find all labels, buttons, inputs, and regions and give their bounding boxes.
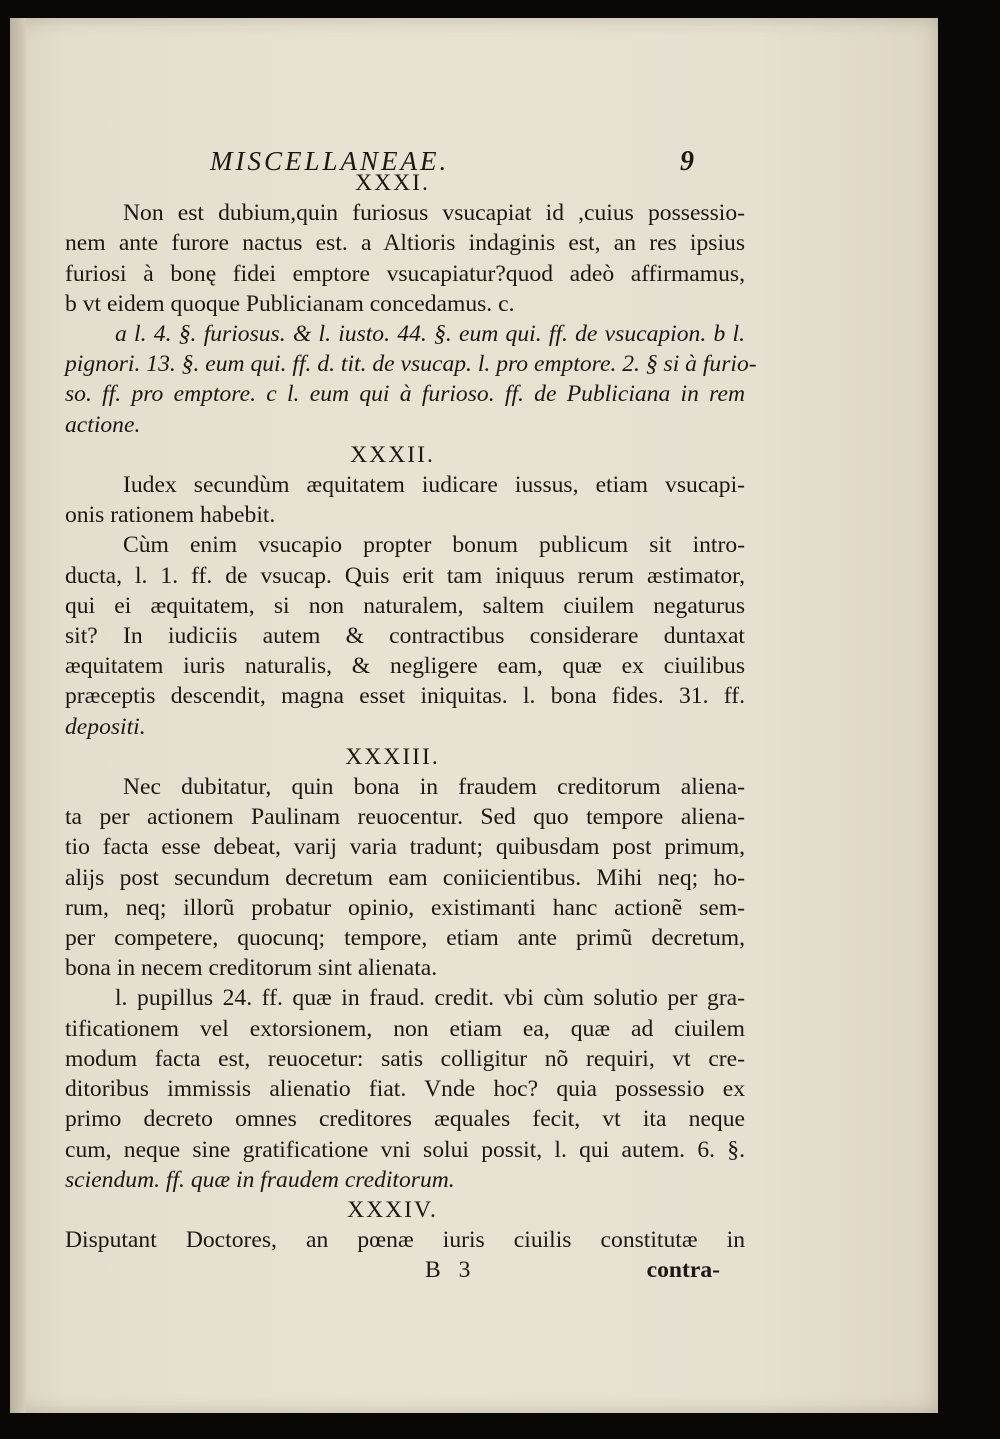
text-line: præceptis descendit, magna esset iniquitas. l. bona fides. 31. ff. bbox=[65, 683, 745, 710]
text-line: Non est dubium,quin furiosus vsucapiat id ,cuius possessio- bbox=[123, 200, 745, 227]
section-heading: XXXII. bbox=[350, 441, 435, 468]
text-line: sit? In iudiciis autem & contractibus considerare duntaxat bbox=[65, 623, 745, 650]
text-line: Nec dubitatur, quin bona in fraudem creditorum aliena- bbox=[123, 774, 745, 801]
note-line: pignori. 13. §. eum qui. ff. d. tit. de vsucap. l. pro emptore. 2. § si à furio- bbox=[65, 351, 757, 378]
section-heading: XXXI. bbox=[355, 170, 430, 196]
text-line: furiosi à bonę fidei emptore vsucapiatur?quod adeò affirmamus, bbox=[65, 260, 745, 287]
text-line: cum, neque sine gratificatione vni solui possit, l. qui autem. 6. §. bbox=[65, 1136, 745, 1163]
page-gutter bbox=[10, 18, 26, 1413]
text-line: bona in necem creditorum sint alienata. bbox=[65, 955, 438, 982]
text-line: b vt eidem quoque Publicianam concedamus. c. bbox=[65, 290, 515, 317]
section-heading: XXXIII. bbox=[345, 743, 440, 770]
section-heading: XXXIV. bbox=[347, 1196, 438, 1223]
text-line: onis rationem habebit. bbox=[65, 502, 276, 529]
folio-number: 9 bbox=[680, 146, 694, 177]
page-footer bbox=[65, 1255, 720, 1285]
text-line: Iudex secundùm æquitatem iudicare iussus, etiam vsucapi- bbox=[123, 472, 745, 499]
book-page bbox=[10, 18, 938, 1413]
signature-mark: B 3 bbox=[425, 1257, 477, 1284]
text-line: ta per actionem Paulinam reuocentur. Sed quo tempore aliena- bbox=[65, 804, 745, 831]
text-line: sciendum. ff. quæ in fraudem creditorum. bbox=[65, 1166, 455, 1193]
text-line: per competere, quocunq; tempore, etiam ante primũ decretum, bbox=[65, 925, 745, 952]
text-line: æquitatem iuris naturalis, & negligere eam, quæ ex ciuilibus bbox=[65, 653, 745, 680]
text-line: l. pupillus 24. ff. quæ in fraud. credit. vbi cùm solutio per gra- bbox=[115, 985, 745, 1012]
note-line: a l. 4. §. furiosus. & l. iusto. 44. §. eum qui. ff. de vsucapion. b l. bbox=[115, 321, 745, 348]
text-line: primo decreto omnes creditores æquales fecit, vt ita neque bbox=[65, 1106, 745, 1133]
text-line: depositi. bbox=[65, 713, 146, 740]
text-line: qui ei æquitatem, si non naturalem, saltem ciuilem negaturus bbox=[65, 592, 745, 619]
body-text bbox=[65, 168, 757, 1285]
text-line: tio facta esse debeat, varij varia tradunt; quibusdam post primum, bbox=[65, 834, 745, 861]
note-line: actione. bbox=[65, 411, 141, 438]
text-line: modum facta est, reuocetur: satis colligitur nõ requiri, vt cre- bbox=[65, 1045, 745, 1072]
text-line: alijs post secundum decretum eam coniicientibus. Mihi neq; ho- bbox=[65, 864, 745, 891]
text-line: rum, neq; illorũ probatur opinio, existimanti hanc actionẽ sem- bbox=[65, 894, 745, 921]
text-line: ditoribus immissis alienatio fiat. Vnde hoc? quia possessio ex bbox=[65, 1076, 745, 1103]
text-line: nem ante furore nactus est. a Altioris indaginis est, an res ipsius bbox=[65, 230, 745, 257]
text-line: ducta, l. 1. ff. de vsucap. Quis erit tam iniquus rerum æstimator, bbox=[65, 562, 745, 589]
running-title: MISCELLANEAE. bbox=[210, 146, 450, 176]
text-line: tificationem vel extorsionem, non etiam ea, quæ ad ciuilem bbox=[65, 1015, 745, 1042]
note-line: so. ff. pro emptore. c l. eum qui à furioso. ff. de Publiciana in rem bbox=[65, 381, 745, 408]
text-line: Disputant Doctores, an pœnæ iuris ciuilis constitutæ in bbox=[65, 1227, 745, 1254]
text-line: Cùm enim vsucapio propter bonum publicum sit intro- bbox=[123, 532, 745, 559]
catchword: contra- bbox=[646, 1257, 720, 1284]
